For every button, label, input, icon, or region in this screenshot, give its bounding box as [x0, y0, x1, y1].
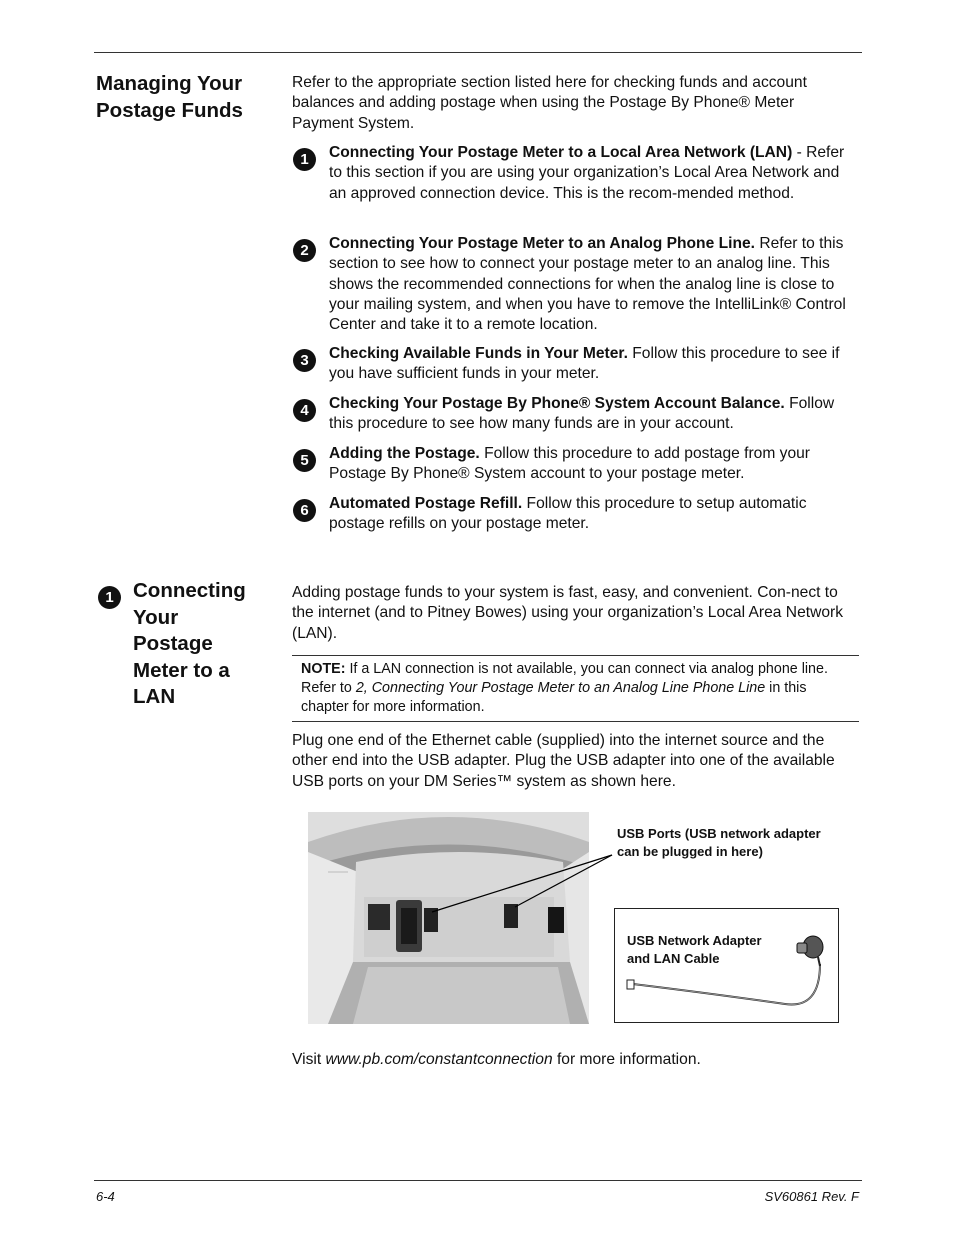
note-cross-reference: 2, Connecting Your Postage Meter to an Analog Line Phone Line — [355, 680, 766, 696]
step-number-badge: 1 — [293, 148, 316, 171]
visit-website-line — [292, 1050, 860, 1070]
item-description: Follow this procedure to setup automatic postage refills on your postage meter. — [329, 495, 807, 533]
item-description: Follow this procedure to see if you have sufficient funds in your meter. — [329, 345, 840, 383]
note-label: NOTE: — [301, 661, 346, 677]
list-item — [293, 444, 859, 485]
section2-intro: Adding postage funds to your system is fast, easy, and convenient. Con-nect to the internet (and to Pitney Bowes) using your organization’s Local Area Network (LAN). — [292, 584, 843, 642]
page-number: 6-4 — [96, 1189, 115, 1204]
callout-line: and LAN Cable — [627, 951, 720, 966]
item-description: Refer to this section to see how to connect your postage meter to an analog line. This shows the recommended connections for when the analog line is close to your mailing system, and when you have to remove the IntelliLink® Control Center and take it to a remote location. — [329, 235, 846, 334]
usb-ports-callout — [617, 825, 847, 861]
item-heading: Automated Postage Refill. — [329, 495, 523, 512]
list-item — [293, 494, 859, 535]
usb-adapter-figure — [614, 908, 839, 1023]
title-line: Your — [133, 605, 179, 629]
callout-line: can be plugged in here) — [617, 844, 763, 859]
list-item — [293, 394, 859, 435]
footer-rule — [94, 1180, 862, 1181]
item-heading: Checking Available Funds in Your Meter. — [329, 345, 628, 362]
document-revision: SV60861 Rev. F — [764, 1189, 859, 1204]
title-line: Postage — [133, 632, 213, 655]
website-link[interactable]: www.pb.com/constantconnection — [325, 1051, 553, 1068]
item-description: - Refer to this section if you are using your organization’s Local Area Network and an approved connection device. This is the recom-mended method. — [329, 144, 845, 202]
section-title-connecting-lan — [133, 578, 273, 711]
step-number-badge: 4 — [293, 399, 316, 422]
section2-number-badge: 1 — [98, 586, 121, 609]
list-item — [293, 143, 859, 204]
section1-intro: Refer to the appropriate section listed here for checking funds and account balances and adding postage when using the Postage By Phone® Meter Payment System. — [292, 74, 807, 132]
callout-line: USB Network Adapter — [627, 933, 762, 948]
plug-instructions: Plug one end of the Ethernet cable (supplied) into the internet source and the other end into the USB adapter. Plug the USB adapter into one of the available USB ports on your DM Series™ system as shown here. — [292, 732, 835, 790]
callout-leader-lines — [420, 845, 620, 915]
header-rule — [94, 52, 862, 53]
note-text-end: in this chapter for more information. — [301, 680, 807, 715]
step-number-badge: 5 — [293, 449, 316, 472]
title-line: LAN — [133, 685, 176, 708]
title-line: Meter to a — [133, 658, 230, 682]
usb-adapter-cable-icon — [615, 909, 838, 1022]
step-number-badge: 6 — [293, 499, 316, 522]
item-heading: Adding the Postage. — [329, 445, 480, 462]
item-heading: Checking Your Postage By Phone® System Account Balance. — [329, 395, 785, 412]
item-heading: Connecting Your Postage Meter to a Local Area Network (LAN) — [329, 144, 793, 161]
step-number-badge: 2 — [293, 239, 316, 262]
list-item — [293, 344, 859, 385]
section-title-managing-funds: Managing Your Postage Funds — [96, 72, 243, 122]
item-heading: Connecting Your Postage Meter to an Analog Phone Line. — [329, 235, 755, 252]
note-box — [292, 655, 859, 722]
step-number-badge: 3 — [293, 349, 316, 372]
note-text: If a LAN connection is not available, you can connect via analog phone line. Refer to — [301, 661, 828, 696]
meter-back-illustration — [308, 812, 589, 1024]
item-description: Follow this procedure to add postage from your Postage By Phone® System account to your postage meter. — [329, 445, 810, 483]
list-item — [293, 234, 859, 335]
visit-text: Visit — [292, 1051, 326, 1068]
item-description: Follow this procedure to see how many funds are in your account. — [329, 395, 835, 433]
visit-text-end: for more information. — [552, 1051, 701, 1068]
title-line: Connecting — [133, 579, 246, 602]
usb-ports-photo — [308, 812, 589, 1024]
callout-line: USB Ports (USB network adapter — [617, 826, 821, 841]
